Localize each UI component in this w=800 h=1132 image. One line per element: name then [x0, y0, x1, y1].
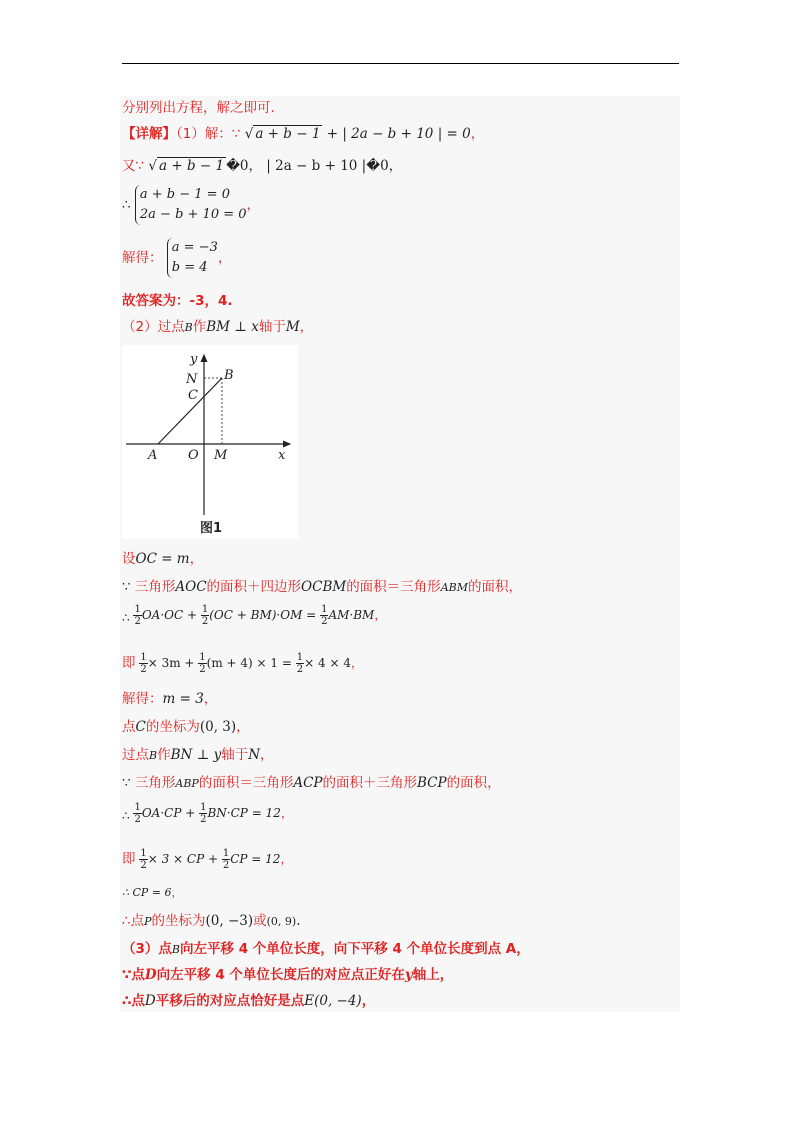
p5-b: 平移后的对应点恰好是点	[155, 993, 305, 1009]
part-3-line-3	[122, 992, 375, 1010]
y-axis-label: y	[404, 967, 413, 983]
part-3-line-2	[122, 966, 453, 984]
equation-3: ∴ $\frac{1}{2}$ OA·CP + $\frac{1}{2}$ BN·CP = 12，	[122, 802, 293, 825]
punct: ，	[236, 719, 250, 735]
pc-a: 点	[122, 719, 136, 735]
text-line-1	[122, 99, 275, 117]
part2-b: 作	[192, 319, 207, 335]
quad-ocbm: OCBM	[301, 579, 347, 595]
part-3-line	[122, 940, 530, 959]
a1d: 的面积，	[467, 579, 522, 595]
punct: ，	[299, 319, 314, 335]
you-since: 又∵	[122, 158, 145, 174]
tri-abm: ABM	[440, 581, 468, 594]
area-relation-2: ∵ 三角形ABP的面积＝三角形ACP的面积＋三角形BCP的面积，	[122, 775, 501, 791]
den: 2	[296, 664, 304, 675]
pc-b: 的坐标为	[145, 719, 200, 735]
num: 1	[222, 848, 230, 859]
tri-acp: ACP	[293, 775, 323, 791]
a1a: 三角形	[134, 579, 176, 595]
label-o: O	[188, 448, 199, 463]
equation-b: 2a − b + 10 = 0	[139, 207, 247, 222]
ji-label-2: 即	[122, 851, 136, 867]
a2d: 的面积，	[446, 775, 501, 791]
den: 2	[134, 616, 141, 627]
figure-caption: 图1	[200, 521, 223, 536]
point-p: P	[144, 915, 152, 928]
num: 1	[200, 802, 207, 813]
punct: ，	[361, 993, 376, 1009]
set-label: 设	[122, 551, 136, 567]
cp-value: ∴ CP = 6	[122, 886, 172, 899]
point-b-3: B	[171, 943, 180, 956]
punct: ，	[470, 126, 485, 142]
num: 1	[321, 604, 328, 615]
equation-system	[135, 185, 247, 225]
system-1	[122, 185, 260, 225]
label-b: B	[224, 368, 234, 383]
tri-bcp: BCP	[417, 775, 447, 791]
label-c: C	[188, 388, 198, 403]
equation-1: ∴ $\frac{1}{2}$ OA·OC + $\frac{1}{2}$ (OC + BM)·OM = $\frac{1}{2}$ AM·BM，	[122, 604, 387, 627]
eq3-part1: OA·CP +	[141, 806, 196, 820]
punct: ，	[217, 250, 232, 266]
eq1-part1: OA·OC +	[141, 608, 198, 622]
sqrt-expr-2: a + b − 1	[159, 158, 225, 174]
equation-a: a + b − 1 = 0	[139, 187, 230, 202]
den: 2	[222, 860, 230, 871]
eq4-part1: × 3 × CP +	[147, 852, 219, 866]
solution-b: b = 4	[171, 260, 208, 275]
system-2	[122, 238, 231, 278]
point-m: M	[285, 319, 300, 335]
solve-label-2: 解得：	[122, 250, 163, 266]
point-c-line	[122, 718, 250, 736]
abs-expr: + | 2a − b + 10 | = 0	[322, 126, 471, 142]
solve-label: （1）解：∵	[176, 126, 241, 142]
eq1-part3: AM·BM	[328, 608, 375, 622]
text-line-2: 【详解】（1）解：∵ √ a + b − 1 + | 2a − b + 10 | = 0，	[122, 126, 485, 142]
sqrt-expr: a + b − 1	[255, 126, 321, 142]
eq2-part1: × 3m +	[147, 656, 195, 670]
num: 1	[140, 652, 147, 663]
a2b: 的面积＝三角形	[198, 775, 294, 791]
equation-2	[122, 652, 363, 675]
answer-text: 故答案为：-3，4.	[122, 293, 233, 309]
p5-a: ∴点	[122, 993, 145, 1009]
equation-4	[122, 848, 292, 871]
punct: ，	[374, 608, 387, 622]
part2-a: （2）过点	[122, 319, 185, 335]
den: 2	[134, 814, 141, 825]
punct: ，	[246, 197, 261, 213]
num: 1	[140, 848, 147, 859]
den: 2	[321, 616, 328, 627]
punct: ，	[189, 551, 204, 567]
solve-m-line	[122, 690, 217, 708]
p3-text: 向左平移 4 个单位长度，向下平移 4 个单位长度到点 A，	[180, 941, 530, 957]
point-b: B	[184, 321, 193, 334]
header-rule	[122, 63, 679, 64]
eq1-part2: (OC + BM)·OM =	[209, 608, 317, 622]
pp-a: ∴点	[122, 913, 145, 929]
den: 2	[140, 860, 147, 871]
punct: ，	[280, 806, 293, 820]
den: 2	[201, 616, 209, 627]
punct: ，	[260, 747, 274, 763]
point-d-2: D	[144, 993, 156, 1009]
therefore-symbol: ∴	[122, 197, 131, 213]
num: 1	[199, 652, 206, 663]
num: 1	[134, 802, 141, 813]
perp-expr-2: BN ⊥ y	[170, 747, 222, 763]
cp-line	[122, 884, 183, 902]
punct: ，	[203, 691, 218, 707]
area-relation-1: ∵ 三角形AOC的面积＋四边形OCBM的面积＝三角形ABM的面积，	[122, 579, 522, 595]
part-2-line	[122, 318, 313, 337]
eq2-part2: (m + 4) × 1 =	[206, 656, 292, 670]
coordinate-figure	[122, 345, 298, 539]
punct: ，	[280, 852, 293, 866]
label-y: y	[190, 352, 198, 367]
den: 2	[140, 664, 147, 675]
point-d: D	[144, 967, 157, 983]
point-p-line	[122, 912, 300, 931]
label-a: A	[148, 448, 158, 463]
a2c: 的面积＋三角形	[322, 775, 417, 791]
pn-c: 轴于	[221, 747, 249, 763]
figure-1	[122, 345, 298, 539]
p-coordinate-1: (0, −3)	[205, 913, 254, 929]
solve-label-3: 解得：	[122, 691, 163, 707]
solution-system	[167, 238, 218, 278]
num: 1	[201, 604, 209, 615]
punct: ，	[350, 656, 363, 670]
den: 2	[200, 814, 207, 825]
p4-c: 轴上，	[412, 967, 454, 983]
point-b-2: B	[149, 749, 158, 762]
part2-c: 轴于	[258, 319, 286, 335]
oc-eq-m: OC = m	[135, 551, 190, 567]
p3-a: （3）点	[122, 941, 172, 957]
answer-line	[122, 292, 233, 310]
a1b: 的面积＋四边形	[206, 579, 302, 595]
intro-text: 分别列出方程，解之即可.	[122, 100, 275, 116]
pp-b: 的坐标为	[151, 913, 206, 929]
solution-a: a = −3	[171, 240, 218, 255]
set-line	[122, 550, 203, 568]
tri-aoc: AOC	[175, 579, 207, 595]
p4-a: ∵点	[122, 967, 145, 983]
period: .	[296, 913, 301, 929]
pn-b: 作	[157, 747, 171, 763]
c-coordinate: (0, 3)	[199, 719, 237, 735]
point-c: C	[135, 719, 146, 735]
perp-expr: BM ⊥ x	[206, 319, 259, 335]
p-coordinate-2: (0, 9)	[266, 915, 297, 928]
eq3-part2: BN·CP = 12	[207, 806, 281, 820]
num: 1	[134, 604, 141, 615]
label-n: N	[186, 372, 198, 387]
a1c: 的面积＝三角形	[346, 579, 441, 595]
eq4-part2: CP = 12	[230, 852, 281, 866]
point-n: N	[248, 747, 261, 763]
or-label: 或	[253, 913, 267, 929]
point-e: E(0, −4)	[304, 993, 362, 1009]
detail-tag: 【详解】	[122, 126, 176, 142]
eq2-part3: × 4 × 4	[304, 656, 351, 670]
punct: ，	[171, 886, 183, 899]
content-panel	[120, 96, 680, 1012]
tri-abp: ABP	[175, 777, 199, 790]
text-line-3: 又∵ √ a + b − 1 �0， | 2a − b + 10 |�0，	[122, 158, 403, 174]
num: 1	[296, 652, 304, 663]
label-m: M	[214, 448, 228, 463]
label-x: x	[278, 448, 286, 463]
ji-label: 即	[122, 655, 136, 671]
p4-b: 向左平移 4 个单位长度后的对应点正好在	[156, 967, 405, 983]
nonneg-expr: �0， | 2a − b + 10 |�0，	[226, 158, 403, 174]
m-value: m = 3	[162, 691, 204, 707]
a2a: 三角形	[134, 775, 176, 791]
den: 2	[199, 664, 206, 675]
pn-a: 过点	[122, 747, 149, 763]
bn-line	[122, 746, 274, 765]
